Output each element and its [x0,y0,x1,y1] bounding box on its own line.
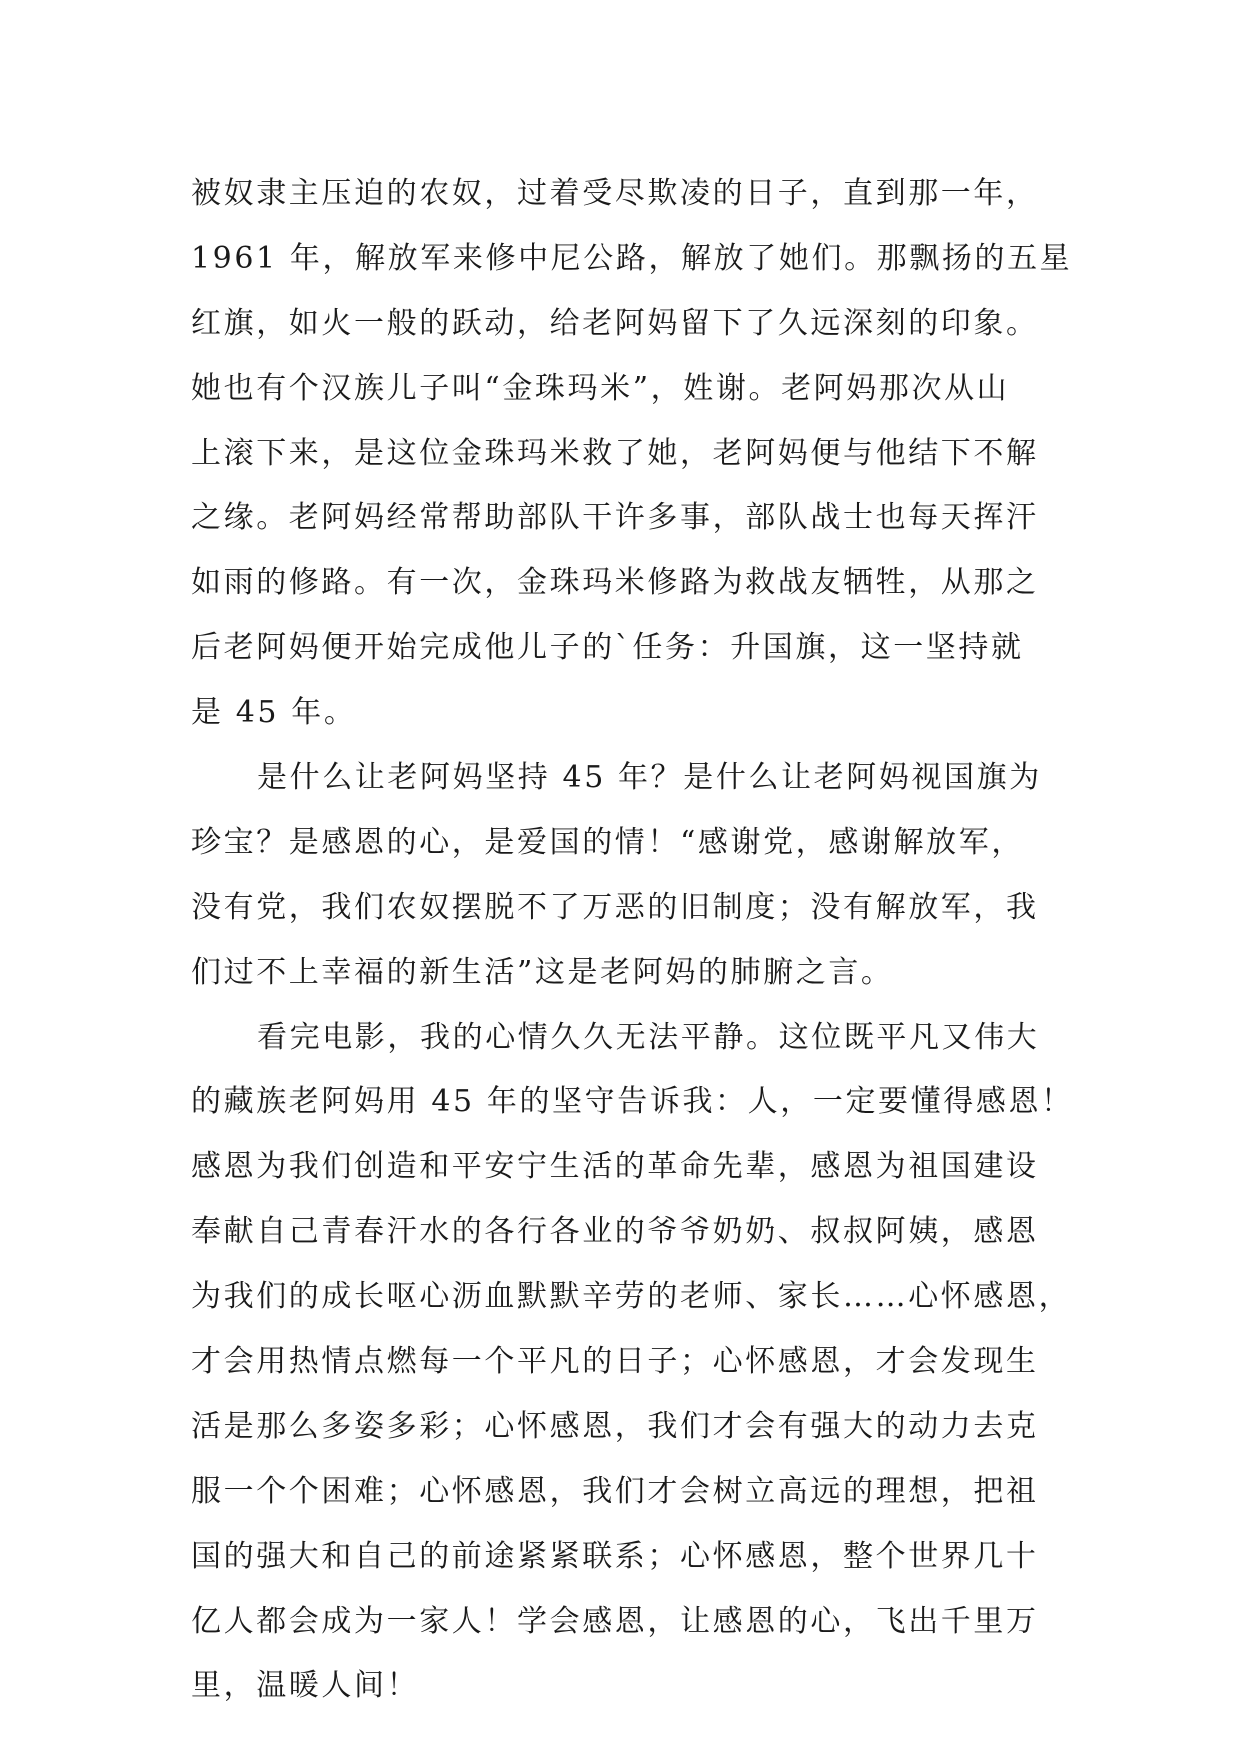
text-line: 是什么让老阿妈坚持 45 年？是什么让老阿妈视国旗为 [257,760,1042,796]
text-line: 服一个个困难；心怀感恩，我们才会树立高远的理想，把祖 [191,1473,1039,1509]
text-line: 感恩为我们创造和平安宁生活的革命先辈，感恩为祖国建设 [191,1149,1039,1185]
text-line: 才会用热情点燃每一个平凡的日子；心怀感恩，才会发现生 [191,1344,1039,1380]
body-text [191,162,1074,1719]
text-line: 没有党，我们农奴摆脱不了万恶的旧制度；没有解放军，我 [191,889,1039,925]
text-line: 亿人都会成为一家人！学会感恩，让感恩的心，飞出千里万 [191,1603,1039,1639]
text-line: 如雨的修路。有一次，金珠玛米修路为救战友牺牲，从那之 [191,565,1039,601]
text-line: 奉献自己青春汗水的各行各业的爷爷奶奶、叔叔阿姨，感恩 [191,1214,1039,1250]
text-line: 活是那么多姿多彩；心怀感恩，我们才会有强大的动力去克 [191,1408,1039,1444]
text-line: 国的强大和自己的前途紧紧联系；心怀感恩，整个世界几十 [191,1538,1039,1574]
text-line: 之缘。老阿妈经常帮助部队干许多事，部队战士也每天挥汗 [191,500,1039,536]
text-line: 珍宝？是感恩的心，是爱国的情！“感谢党，感谢解放军， [191,824,1024,860]
text-line: 1961 年，解放军来修中尼公路，解放了她们。那飘扬的五星 [191,240,1073,276]
text-line: 看完电影，我的心情久久无法平静。这位既平凡又伟大 [257,1019,1040,1055]
text-line: 是 45 年。 [191,695,357,731]
text-line: 里，温暖人间！ [191,1668,420,1704]
text-line: 上滚下来，是这位金珠玛米救了她，老阿妈便与他结下不解 [191,435,1039,471]
text-line: 后老阿妈便开始完成他儿子的`任务：升国旗，这一坚持就 [191,630,1024,666]
text-line: 们过不上幸福的新生活”这是老阿妈的肺腑之言。 [191,954,894,990]
text-line: 被奴隶主压迫的农奴，过着受尽欺凌的日子，直到那一年， [191,176,1039,211]
text-line: 红旗，如火一般的跃动，给老阿妈留下了久远深刻的印象。 [191,305,1039,341]
text-line: 她也有个汉族儿子叫“金珠玛米”，姓谢。老阿妈那次从山 [191,370,1010,406]
text-line: 的藏族老阿妈用 45 年的坚守告诉我：人，一定要懂得感恩！ [191,1084,1074,1120]
text-line: 为我们的成长呕心沥血默默辛劳的老师、家长……心怀感恩， [191,1279,1072,1315]
